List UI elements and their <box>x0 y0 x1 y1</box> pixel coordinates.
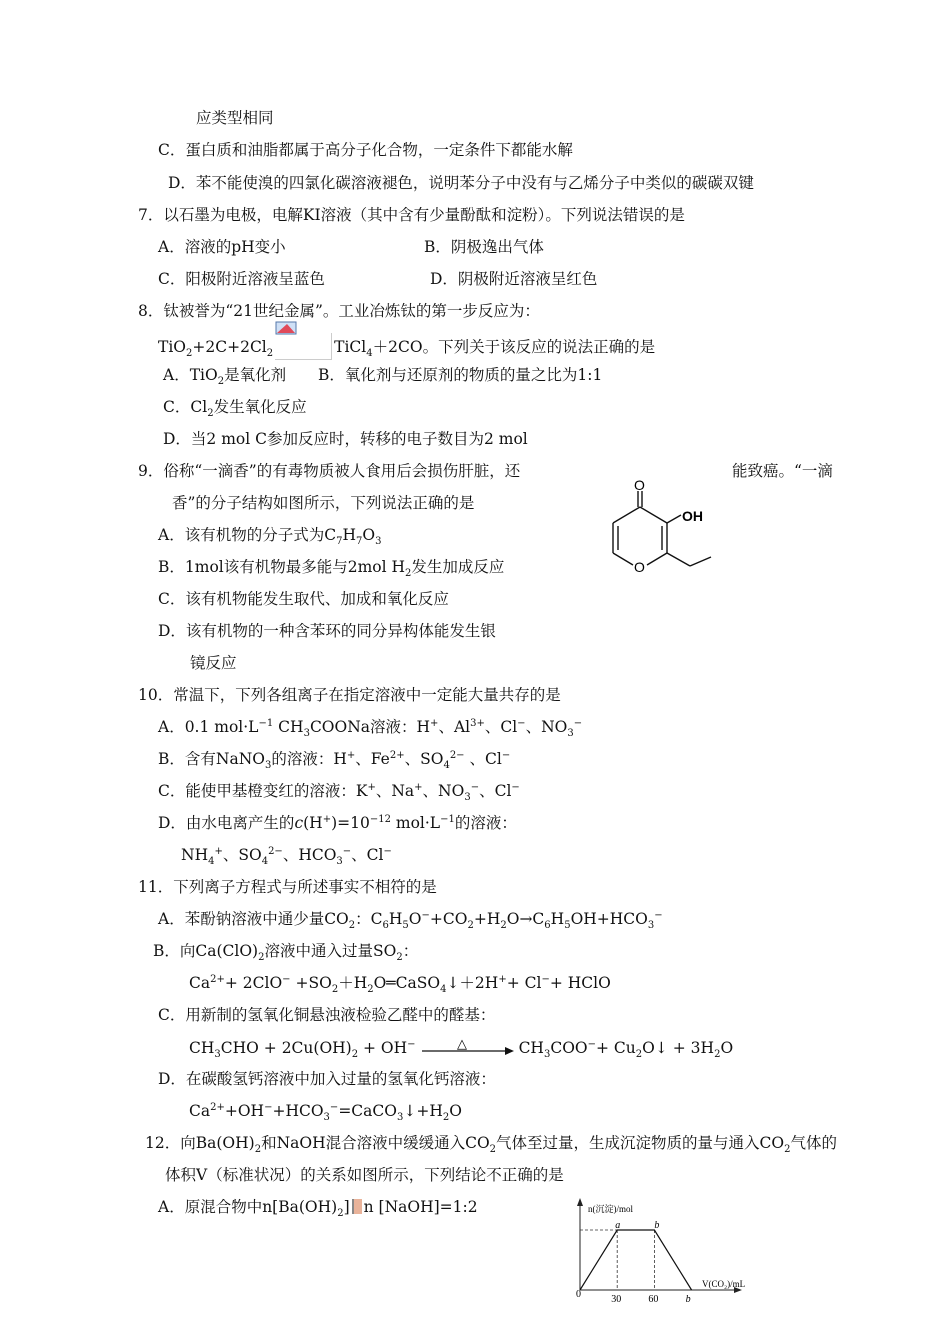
x-tick-label: 60 <box>648 1294 659 1305</box>
q12-stem-1: 12．向$Ba(OH)_2$和NaOH混合溶液中缓缓通入$CO_2$气体至过量，生成沉淀物质的量与通入$CO_2$气体的 <box>145 1134 838 1156</box>
q8-option-c: C．$Cl_2$发生氧化反应 <box>163 398 307 420</box>
q12-stem-2: 体积V（标准状况）的关系如图所示，下列结论不正确的是 <box>165 1166 564 1184</box>
point-label-b: b <box>654 1220 660 1231</box>
q6-cont: 应类型相同 <box>196 109 274 127</box>
q7-option-d: D．阴极附近溶液呈红色 <box>430 270 598 288</box>
y-axis-label: n(沉淀)/mol <box>588 1204 633 1214</box>
q10-option-d-ions: $NH_4^+$、$SO_4^{2-}$、$HCO_3^-$、Cl− <box>181 845 392 868</box>
precipitate-vs-co2-chart <box>568 1196 758 1306</box>
q7-option-c: C．阳极附近溶液呈蓝色 <box>158 270 325 288</box>
q10-option-b: B．含有NaNO$_3$的溶液：H+、$Fe^{2+}$、$SO_4^{2-}$ 、Cl− <box>158 749 511 772</box>
q10-stem: 10．常温下，下列各组离子在指定溶液中一定能大量共存的是 <box>138 686 561 704</box>
q10-option-d: D．由水电离产生的$c(H^+)=10^{-12}$ $mol\cdot L^{-1}$的溶液： <box>158 813 517 832</box>
q8-option-d: D．当2 mol C参加反应时，转移的电子数目为2 mol <box>163 430 528 448</box>
q10-option-c: C．能使甲基橙变红的溶液：K+、Na+、$NO_3^-$、Cl− <box>158 781 520 804</box>
q6-option-d: D．苯不能使溴的四氯化碳溶液褪色，说明苯分子中没有与乙烯分子中类似的碳碳双键 <box>168 174 754 192</box>
x-tick-label: 0 <box>576 1289 581 1300</box>
q11-option-b-equation: $Ca^{2+}+ 2ClO^-$ $+SO_2+H_2O═CaSO_4↓+2H^++ Cl^-+$ HClO <box>189 973 611 996</box>
x-tick-label: 30 <box>611 1294 622 1305</box>
y-axis-arrow <box>577 1198 583 1206</box>
q8-stem: 8．钛被誉为“21世纪金属”。工业冶炼钛的第一步反应为： <box>138 302 540 320</box>
precipitate-series-line <box>580 1230 692 1290</box>
reaction-condition-icon <box>275 333 332 360</box>
q7-stem: 7．以石墨为电极，电解KI溶液（其中含有少量酚酞和淀粉）。下列说法错误的是 <box>138 206 685 224</box>
q10-option-a: A．0.1 $mol\cdot L^{-1}$ $CH_3COONa$溶液：H+、$Al^{3+}$、Cl−、$NO_3^-$ <box>158 717 583 740</box>
q9-stem-1: 9．俗称“一滴香”的有毒物质被人食用后会损伤肝脏，还 <box>138 462 521 480</box>
hydroxyl-label: OH <box>682 508 703 524</box>
heat-arrow-icon <box>420 1037 515 1055</box>
q8-option-a: A．TiO$_2$是氧化剂 <box>163 366 287 388</box>
q9-option-a: A．该有机物的分子式为$C_7H_7O_3$ <box>158 526 382 548</box>
x-tick-label: b <box>685 1294 691 1305</box>
q11-option-b: B．向$Ca(ClO)_2$溶液中通入过量$SO_2$： <box>153 942 419 964</box>
q9-option-d: D．该有机物的一种含苯环的同分异构体能发生银 <box>158 622 496 640</box>
carbonyl-oxygen-label: O <box>634 477 645 493</box>
ratio-symbol-icon <box>352 1199 362 1214</box>
q11-option-c: C．用新制的氢氧化铜悬浊液检验乙醛中的醛基： <box>158 1006 496 1024</box>
maltol-molecule-diagram <box>598 474 718 584</box>
q6-option-c: C．蛋白质和油脂都属于高分子化合物，一定条件下都能水解 <box>158 141 573 159</box>
q8-equation: $TiO_2+2C+2Cl_2$ TiCl$_4$＋2CO。下列关于该反应的说法正确的是 <box>158 333 655 360</box>
q11-option-c-equation: $CH_3CHO + 2Cu(OH)_2 + OH^-$ △ $CH_3COO^-+$ $Cu_2O↓ + 3H_2O$ <box>189 1037 734 1061</box>
q7-option-a: A．溶液的pH变小 <box>158 238 286 256</box>
q12-option-a: A．原混合物中$n[Ba(OH)_2]$ n [NaOH]=1:2 <box>158 1198 478 1220</box>
q9-stem-2: 香”的分子结构如图所示，下列说法正确的是 <box>172 494 475 512</box>
q11-option-a: A．苯酚钠溶液中通少量$CO_2$：$C_6H_5O^-+CO_2+H_2O\to C_6H_5OH+HCO_3^-$ <box>158 909 663 932</box>
q7-option-b: B．阴极逸出气体 <box>424 238 544 256</box>
q9-option-d-cont: 镜反应 <box>190 654 237 672</box>
q8-option-b: B．氧化剂与还原剂的物质的量之比为1:1 <box>318 366 603 384</box>
svg-text:△: △ <box>456 1037 467 1052</box>
point-label-a: a <box>615 1220 621 1231</box>
q9-option-c: C．该有机物能发生取代、加成和氧化反应 <box>158 590 449 608</box>
q9-option-b: B．1mol该有机物最多能与2mol $H_2$发生加成反应 <box>158 558 505 580</box>
q11-option-d: D．在碳酸氢钙溶液中加入过量的氢氧化钙溶液： <box>158 1070 496 1088</box>
x-axis-label: V(CO₂)/mL <box>702 1279 746 1289</box>
q11-option-d-equation: $Ca^{2+}+OH^-+HCO_3^-=CaCO_3↓+H_2O$ <box>189 1101 462 1124</box>
q11-stem: 11．下列离子方程式与所述事实不相符的是 <box>138 878 437 896</box>
ring-oxygen-label: O <box>634 559 645 575</box>
q9-stem-1b: 能致癌。“一滴 <box>732 462 833 480</box>
